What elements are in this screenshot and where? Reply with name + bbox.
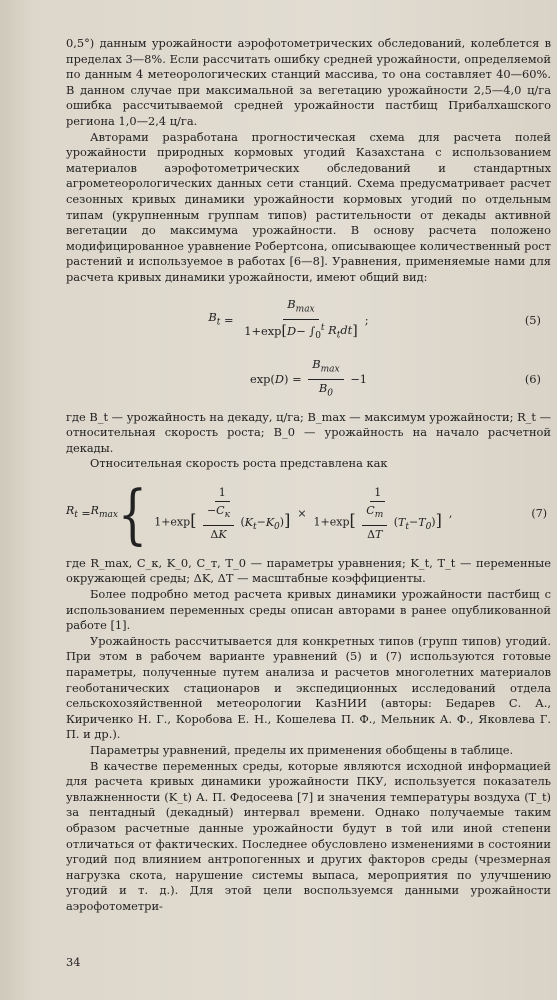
equation-7-number: (7) [531, 507, 547, 521]
equation-6: exp( D ) = $\frac{B_{max}}{B_0}$ −1 (6) [249, 357, 541, 399]
paragraph-5: где R_max, C_к, K_0, C_т, T_0 — параметры уравнения; K_t, T_t — переменные окружающей среды; ΔK, ΔT — масштабные коэффициенты. [66, 555, 551, 586]
paragraph-9: В качестве переменных среды, которые являются исходной информацией для расчета кривых динамики урожайности ПКУ, используется показатель увлажненности (K_t) А. П. Федосеева [7] и значения температуры воздуха (T_t) за пентадный (декадный) интервал времени. Однако получаемые таким образом расчетные данные урожайности будут в той или иной степени отличаться от фактических. Последнее обусловлено изменениями в состоянии угодий под влиянием антропогенных и других факторов среды (чрезмерная нагрузка скота, нарушение системы выпаса, мероприятия по улучшению угодий и т. д.). Для этой цели воспользуемся данными урожайности аэрофотометри- [66, 758, 551, 913]
equation-5-number: (5) [524, 312, 541, 327]
paragraph-4: Относительная скорость роста представлена как [90, 456, 388, 471]
paragraph-3: где B_t — урожайность на декаду, ц/га; B_max — максимум урожайности; R_t — относительная скорость роста; B_0 — урожайность на начало расчетной декады. [66, 409, 551, 455]
equation-6-number: (6) [524, 371, 541, 386]
paragraph-1: 0,5°) данным урожайности аэрофотометрических обследований, колеблется в пределах 3—8%. Если рассчитать ошибку средней урожайности, определяемой по данным 4 метеорологических станций массива, то она составляет 40—60%. В данном случае при максимальной за вегетацию урожайности 2,5—4,0 ц/га ошибка рассчитываемой средней урожайности пастбищ Прибалхашского региона 1,0—2,4 ц/га. [66, 36, 551, 128]
text-column [66, 36, 551, 915]
paragraph-8: Параметры уравнений, пределы их применения обобщены в таблице. [90, 743, 514, 757]
paragraph-2: Авторами разработана прогностическая схема для расчета полей урожайности природных кормовых угодий Казахстана с использованием материалов аэрофотометрических обследований и стандартных агрометеорологических данных сети станций. Схема предусматривает расчет сезонных кривых динамики урожайности кормовых угодий по отдельным типам (укрупненным группам типов) растительности от декады активной вегетации до максимума урожайности. В основу расчета положено модифицированное уравнение Робертсона, описывающее количественный рост растений и используемое в работах [6—8]. Уравнения, применяемые нами для расчета кривых динамики урожайности, имеют общий вид: [66, 129, 551, 284]
equation-5: $B_t$ = $\frac{B_{max}}{1+\exp[D- \int_0^t R_tdt]}$ ; (5) [208, 296, 541, 341]
paragraph-7: Урожайность рассчитывается для конкретных типов (групп типов) угодий. При этом в рабочем варианте уравнений (5) и (7) используются готовые параметры, полученные путем анализа и расчетов многолетних материалов геоботанических стационаров и экспедиционных исследований отдела сельскохозяйственной метеорологии КазНИИ (авторы: Бедарев С. А., Кириченко Н. Г., Коробова Е. Н., Кошелева П. Ф., Мельник А. Ф., Яковлева Г. П. и др.). [66, 633, 551, 742]
paragraph-6: Более подробно метод расчета кривых динамики урожайности пастбищ с использованием переменных среды описан авторами в ранее опубликованной работе [1]. [66, 587, 551, 633]
page-number: 34 [66, 955, 81, 969]
equation-7: $R_t$ = $R_{max}$ { 1 1+exp[ $\frac{-C_к}{\Delta K}$ $(K_t-K_0)$] × 1 1+exp[ $\frac{C_т}{\Delta T}$ $(T_t-T_0)$] , (7) [66, 476, 547, 552]
